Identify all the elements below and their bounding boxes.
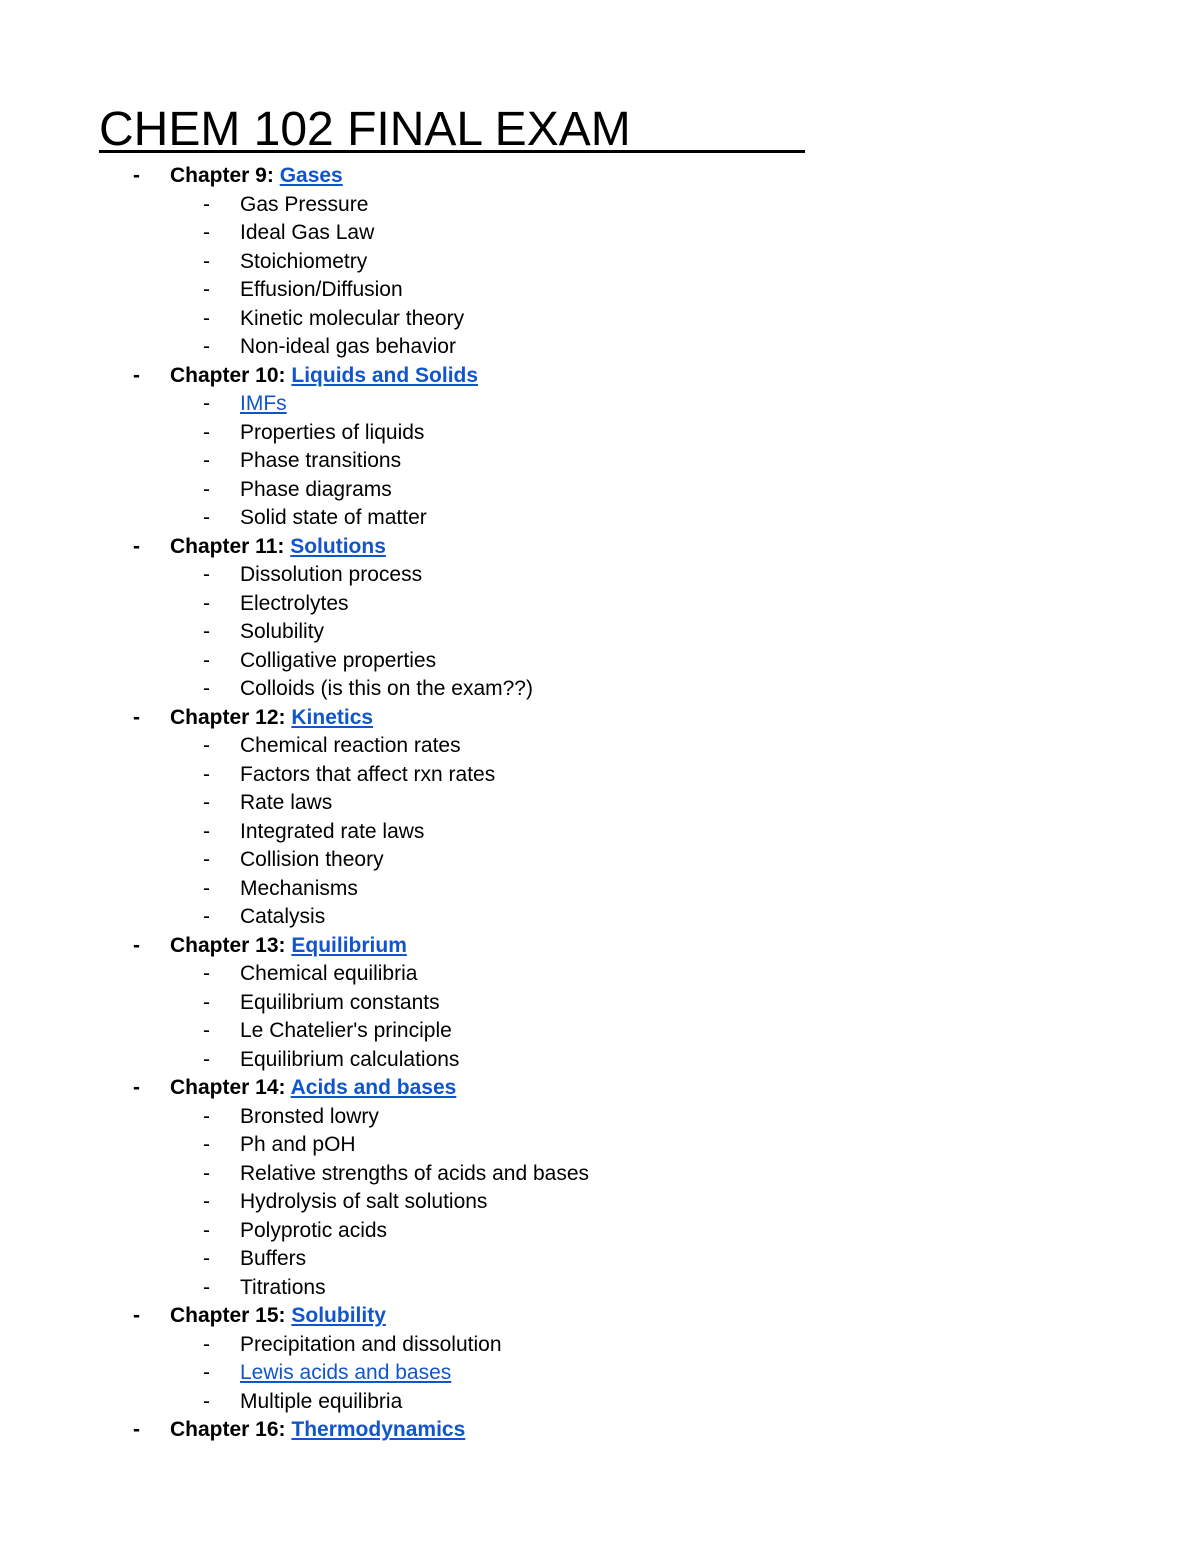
topic-item xyxy=(0,1188,1200,1217)
topic-text: Precipitation and dissolution xyxy=(240,1332,502,1356)
page-title-text: CHEM 102 FINAL EXAM xyxy=(99,103,631,156)
topic-item xyxy=(0,618,1200,647)
bullet-dash: - xyxy=(203,477,210,501)
bullet-dash: - xyxy=(133,534,140,558)
bullet-dash: - xyxy=(203,420,210,444)
bullet-dash: - xyxy=(133,933,140,957)
topic-link[interactable]: Lewis acids and bases xyxy=(240,1361,452,1384)
chapter-label: Chapter 15: xyxy=(170,1304,292,1327)
topic-text: Relative strengths of acids and bases xyxy=(240,1161,590,1185)
bullet-dash: - xyxy=(203,990,210,1014)
topic-text: Equilibrium constants xyxy=(240,990,440,1014)
topic-text: Dissolution process xyxy=(240,563,423,586)
bullet-dash: - xyxy=(203,1275,210,1299)
bullet-dash: - xyxy=(203,734,210,757)
topic-item xyxy=(0,875,1200,904)
chapter-label: Chapter 9: xyxy=(170,164,280,187)
topic-text: Mechanisms xyxy=(240,876,358,900)
chapter-heading xyxy=(170,932,407,961)
topic-item xyxy=(0,476,1200,505)
bullet-dash: - xyxy=(203,1161,210,1185)
topic-text: Gas Pressure xyxy=(240,192,369,216)
topic-item xyxy=(0,1103,1200,1132)
bullet-dash: - xyxy=(133,1076,140,1099)
bullet-dash: - xyxy=(203,1104,210,1128)
chapter-heading xyxy=(170,1074,456,1103)
bullet-dash: - xyxy=(203,221,210,244)
topic-item xyxy=(0,675,1200,704)
chapter-link[interactable]: Thermodynamics xyxy=(291,1418,466,1441)
topic-item xyxy=(0,1274,1200,1303)
topic-text: Buffers xyxy=(240,1247,307,1270)
topic-item xyxy=(0,1160,1200,1189)
topic-item xyxy=(0,419,1200,448)
topic-item xyxy=(0,504,1200,533)
chapter-item xyxy=(0,362,1200,391)
topic-item xyxy=(0,960,1200,989)
chapter-link[interactable]: Kinetics xyxy=(291,705,374,729)
chapter-label: Chapter 12: xyxy=(170,705,292,729)
bullet-dash: - xyxy=(203,1047,210,1071)
chapter-label: Chapter 13: xyxy=(170,933,292,957)
topic-text: Bronsted lowry xyxy=(240,1104,379,1128)
topic-item xyxy=(0,989,1200,1018)
chapter-link[interactable]: Solutions xyxy=(290,534,386,558)
chapter-label: Chapter 16: xyxy=(170,1418,292,1441)
topic-text: Colligative properties xyxy=(240,648,437,672)
topic-text: Kinetic molecular theory xyxy=(240,306,465,330)
bullet-dash: - xyxy=(203,648,210,672)
chapter-item xyxy=(0,932,1200,961)
topic-text: Chemical reaction rates xyxy=(240,734,461,757)
bullet-dash: - xyxy=(203,677,210,700)
topic-item xyxy=(0,1331,1200,1360)
topic-text: Titrations xyxy=(240,1275,326,1299)
bullet-dash: - xyxy=(203,762,210,786)
topic-text: Colloids (is this on the exam??) xyxy=(240,677,533,700)
bullet-dash: - xyxy=(203,1332,210,1356)
topic-text: Non-ideal gas behavior xyxy=(240,335,456,358)
bullet-dash: - xyxy=(133,164,140,187)
bullet-dash: - xyxy=(203,1218,210,1242)
page-title xyxy=(99,100,805,156)
chapter-heading xyxy=(170,704,373,733)
chapter-heading xyxy=(170,1416,465,1445)
topic-item xyxy=(0,191,1200,220)
chapter-heading xyxy=(170,533,386,562)
topic-text: Le Chatelier's principle xyxy=(240,1019,452,1042)
topic-item xyxy=(0,903,1200,932)
topic-text: Phase transitions xyxy=(240,449,402,472)
bullet-dash: - xyxy=(203,620,210,643)
bullet-dash: - xyxy=(203,563,210,586)
chapter-item xyxy=(0,1416,1200,1445)
bullet-dash: - xyxy=(133,363,140,387)
bullet-dash: - xyxy=(203,1019,210,1042)
topic-item xyxy=(0,248,1200,277)
topic-item xyxy=(0,846,1200,875)
bullet-dash: - xyxy=(203,1361,210,1384)
chapter-heading xyxy=(170,362,478,391)
chapter-outline xyxy=(0,162,1200,1445)
bullet-dash: - xyxy=(203,192,210,216)
topic-item xyxy=(0,447,1200,476)
topic-item xyxy=(0,219,1200,248)
topic-item xyxy=(0,276,1200,305)
topic-item xyxy=(0,1217,1200,1246)
chapter-item xyxy=(0,1074,1200,1103)
chapter-heading xyxy=(170,162,343,191)
bullet-dash: - xyxy=(133,705,140,729)
topic-text: Equilibrium calculations xyxy=(240,1047,460,1071)
chapter-label: Chapter 14: xyxy=(170,1076,291,1099)
topic-item xyxy=(0,647,1200,676)
topic-text: Catalysis xyxy=(240,905,326,928)
topic-link[interactable]: IMFs xyxy=(240,392,287,415)
bullet-dash: - xyxy=(203,335,210,358)
topic-item xyxy=(0,1046,1200,1075)
chapter-link[interactable]: Gases xyxy=(279,164,343,187)
topic-item xyxy=(0,305,1200,334)
topic-text: Phase diagrams xyxy=(240,477,392,501)
topic-text: Rate laws xyxy=(240,791,333,814)
bullet-dash: - xyxy=(203,1247,210,1270)
topic-item xyxy=(0,390,1200,419)
bullet-dash: - xyxy=(203,449,210,472)
topic-text: Ph and pOH xyxy=(240,1133,356,1156)
chapter-item xyxy=(0,533,1200,562)
topic-item xyxy=(0,333,1200,362)
topic-text: Hydrolysis of salt solutions xyxy=(240,1190,488,1213)
topic-item xyxy=(0,1388,1200,1417)
chapter-item xyxy=(0,704,1200,733)
chapter-link[interactable]: Acids and bases xyxy=(290,1076,457,1099)
topic-text: Collision theory xyxy=(240,848,384,871)
topic-item xyxy=(0,561,1200,590)
bullet-dash: - xyxy=(203,848,210,871)
topic-item xyxy=(0,1131,1200,1160)
chapter-heading xyxy=(170,1302,386,1331)
topic-text: Solubility xyxy=(240,620,325,643)
bullet-dash: - xyxy=(203,1133,210,1156)
bullet-dash: - xyxy=(203,392,210,415)
topic-item xyxy=(0,1359,1200,1388)
topic-text: Integrated rate laws xyxy=(240,819,425,843)
topic-text: Polyprotic acids xyxy=(240,1218,388,1242)
topic-item xyxy=(0,789,1200,818)
bullet-dash: - xyxy=(133,1304,140,1327)
chapter-link[interactable]: Liquids and Solids xyxy=(291,363,479,387)
bullet-dash: - xyxy=(203,905,210,928)
bullet-dash: - xyxy=(203,791,210,814)
bullet-dash: - xyxy=(203,1190,210,1213)
topic-item xyxy=(0,818,1200,847)
topic-text: Properties of liquids xyxy=(240,420,425,444)
bullet-dash: - xyxy=(203,819,210,843)
topic-text: Electrolytes xyxy=(240,591,349,615)
topic-text: Effusion/Diffusion xyxy=(240,278,403,301)
topic-text: Ideal Gas Law xyxy=(240,221,375,244)
topic-text: Factors that affect rxn rates xyxy=(240,762,496,786)
bullet-dash: - xyxy=(203,1389,210,1413)
bullet-dash: - xyxy=(203,591,210,615)
topic-text: Stoichiometry xyxy=(240,249,368,273)
chapter-link[interactable]: Solubility xyxy=(291,1304,386,1327)
bullet-dash: - xyxy=(203,306,210,330)
bullet-dash: - xyxy=(203,506,210,529)
chapter-item xyxy=(0,162,1200,191)
bullet-dash: - xyxy=(133,1418,140,1441)
topic-item xyxy=(0,590,1200,619)
topic-item xyxy=(0,1017,1200,1046)
chapter-item xyxy=(0,1302,1200,1331)
bullet-dash: - xyxy=(203,876,210,900)
bullet-dash: - xyxy=(203,278,210,301)
topic-item xyxy=(0,1245,1200,1274)
topic-text: Solid state of matter xyxy=(240,506,427,529)
topic-item xyxy=(0,761,1200,790)
bullet-dash: - xyxy=(203,962,210,985)
topic-text: Chemical equilibria xyxy=(240,962,418,985)
topic-item xyxy=(0,732,1200,761)
chapter-link[interactable]: Equilibrium xyxy=(291,933,407,957)
bullet-dash: - xyxy=(203,249,210,273)
chapter-label: Chapter 11: xyxy=(170,534,291,558)
topic-text: Multiple equilibria xyxy=(240,1389,403,1413)
chapter-label: Chapter 10: xyxy=(170,363,292,387)
